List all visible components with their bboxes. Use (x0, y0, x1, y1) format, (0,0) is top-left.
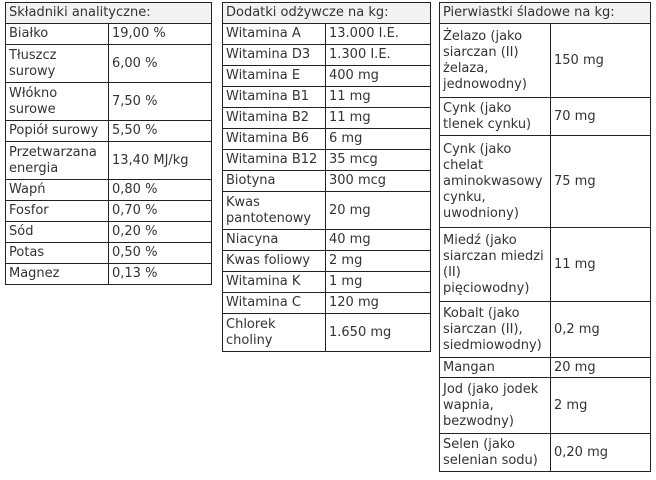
nutrient-name: Przetwarzana energia (6, 142, 109, 180)
element-name: Mangan (440, 358, 551, 378)
table-row (440, 378, 651, 434)
additive-name: Witamina E (223, 66, 326, 87)
table-row (223, 150, 431, 171)
element-value: 0,20 mg (551, 434, 651, 472)
additive-value: 20 mg (326, 192, 431, 230)
table-row (440, 358, 651, 378)
nutrient-value: 6,00 % (109, 45, 212, 83)
nutrient-value: 0,20 % (109, 222, 212, 243)
additive-name: Niacyna (223, 230, 326, 251)
nutrient-value: 0,70 % (109, 201, 212, 222)
element-value: 70 mg (551, 98, 651, 136)
additive-name: Witamina B2 (223, 108, 326, 129)
nutrient-value: 5,50 % (109, 121, 212, 142)
nutrient-name: Sód (6, 222, 109, 243)
additive-value: 400 mg (326, 66, 431, 87)
table-row (6, 45, 212, 83)
table-row (223, 272, 431, 293)
table-title: Pierwiastki śladowe na kg: (440, 3, 651, 24)
additive-name: Kwas foliowy (223, 251, 326, 272)
table-row (223, 192, 431, 230)
table-row (440, 136, 651, 228)
element-value: 75 mg (551, 136, 651, 228)
table-row (6, 222, 212, 243)
element-name: Jod (jako jodek wapnia, bezwodny) (440, 378, 551, 434)
additive-name: Biotyna (223, 171, 326, 192)
additive-value: 11 mg (326, 108, 431, 129)
additive-name: Chlorek choliny (223, 314, 326, 352)
nutrient-name: Popiół surowy (6, 121, 109, 142)
nutritional-additives-panel (222, 2, 430, 352)
table-row (223, 24, 431, 45)
element-value: 150 mg (551, 24, 651, 98)
table-row (6, 142, 212, 180)
header-row (223, 3, 431, 24)
table-row (223, 293, 431, 314)
header-row (440, 3, 651, 24)
table-row (6, 121, 212, 142)
nutrient-name: Fosfor (6, 201, 109, 222)
additive-name: Kwas pantotenowy (223, 192, 326, 230)
element-name: Selen (jako selenian sodu) (440, 434, 551, 472)
nutrient-value: 7,50 % (109, 83, 212, 121)
trace-elements-table (439, 2, 651, 472)
nutrient-name: Włókno surowe (6, 83, 109, 121)
table-title: Składniki analityczne: (6, 3, 212, 24)
additive-value: 120 mg (326, 293, 431, 314)
table-row (6, 201, 212, 222)
nutrient-value: 0,13 % (109, 264, 212, 285)
table-row (223, 129, 431, 150)
trace-elements-panel (439, 2, 650, 472)
table-row (223, 171, 431, 192)
additive-name: Witamina B1 (223, 87, 326, 108)
element-name: Cynk (jako tlenek cynku) (440, 98, 551, 136)
additive-value: 1 mg (326, 272, 431, 293)
nutrient-value: 13,40 MJ/kg (109, 142, 212, 180)
table-row (440, 434, 651, 472)
header-row (6, 3, 212, 24)
nutrient-name: Wapń (6, 180, 109, 201)
table-row (440, 228, 651, 302)
nutritional-additives-table (222, 2, 431, 352)
element-name: Kobalt (jako siarczan (II), siedmiowodny) (440, 302, 551, 358)
additive-name: Witamina D3 (223, 45, 326, 66)
table-row (6, 243, 212, 264)
element-value: 2 mg (551, 378, 651, 434)
table-row (223, 251, 431, 272)
additive-name: Witamina C (223, 293, 326, 314)
table-title: Dodatki odżywcze na kg: (223, 3, 431, 24)
additive-value: 40 mg (326, 230, 431, 251)
table-row (6, 264, 212, 285)
table-row (440, 302, 651, 358)
table-row (6, 180, 212, 201)
additive-name: Witamina K (223, 272, 326, 293)
additive-name: Witamina A (223, 24, 326, 45)
table-row (223, 87, 431, 108)
table-row (223, 66, 431, 87)
table-row (223, 230, 431, 251)
table-row (223, 108, 431, 129)
table-row (6, 83, 212, 121)
analytical-components-table (5, 2, 212, 285)
additive-name: Witamina B12 (223, 150, 326, 171)
additive-value: 35 mcg (326, 150, 431, 171)
element-value: 0,2 mg (551, 302, 651, 358)
element-value: 11 mg (551, 228, 651, 302)
table-row (223, 45, 431, 66)
table-row (440, 24, 651, 98)
nutrient-name: Potas (6, 243, 109, 264)
additive-value: 2 mg (326, 251, 431, 272)
analytical-components-panel (5, 2, 211, 285)
table-row (223, 314, 431, 352)
additive-value: 6 mg (326, 129, 431, 150)
additive-value: 1.650 mg (326, 314, 431, 352)
table-row (6, 24, 212, 45)
element-name: Miedź (jako siarczan miedzi (II) pięciowodny) (440, 228, 551, 302)
additive-value: 11 mg (326, 87, 431, 108)
additive-name: Witamina B6 (223, 129, 326, 150)
additive-value: 13.000 I.E. (326, 24, 431, 45)
additive-value: 1.300 I.E. (326, 45, 431, 66)
nutrient-value: 0,50 % (109, 243, 212, 264)
nutrient-name: Tłuszcz surowy (6, 45, 109, 83)
nutrient-name: Magnez (6, 264, 109, 285)
element-value: 20 mg (551, 358, 651, 378)
nutrient-value: 19,00 % (109, 24, 212, 45)
element-name: Cynk (jako chelat aminokwasowy cynku, uwodniony) (440, 136, 551, 228)
table-row (440, 98, 651, 136)
additive-value: 300 mcg (326, 171, 431, 192)
element-name: Żelazo (jako siarczan (II) żelaza, jednowodny) (440, 24, 551, 98)
nutrient-name: Białko (6, 24, 109, 45)
nutrient-value: 0,80 % (109, 180, 212, 201)
